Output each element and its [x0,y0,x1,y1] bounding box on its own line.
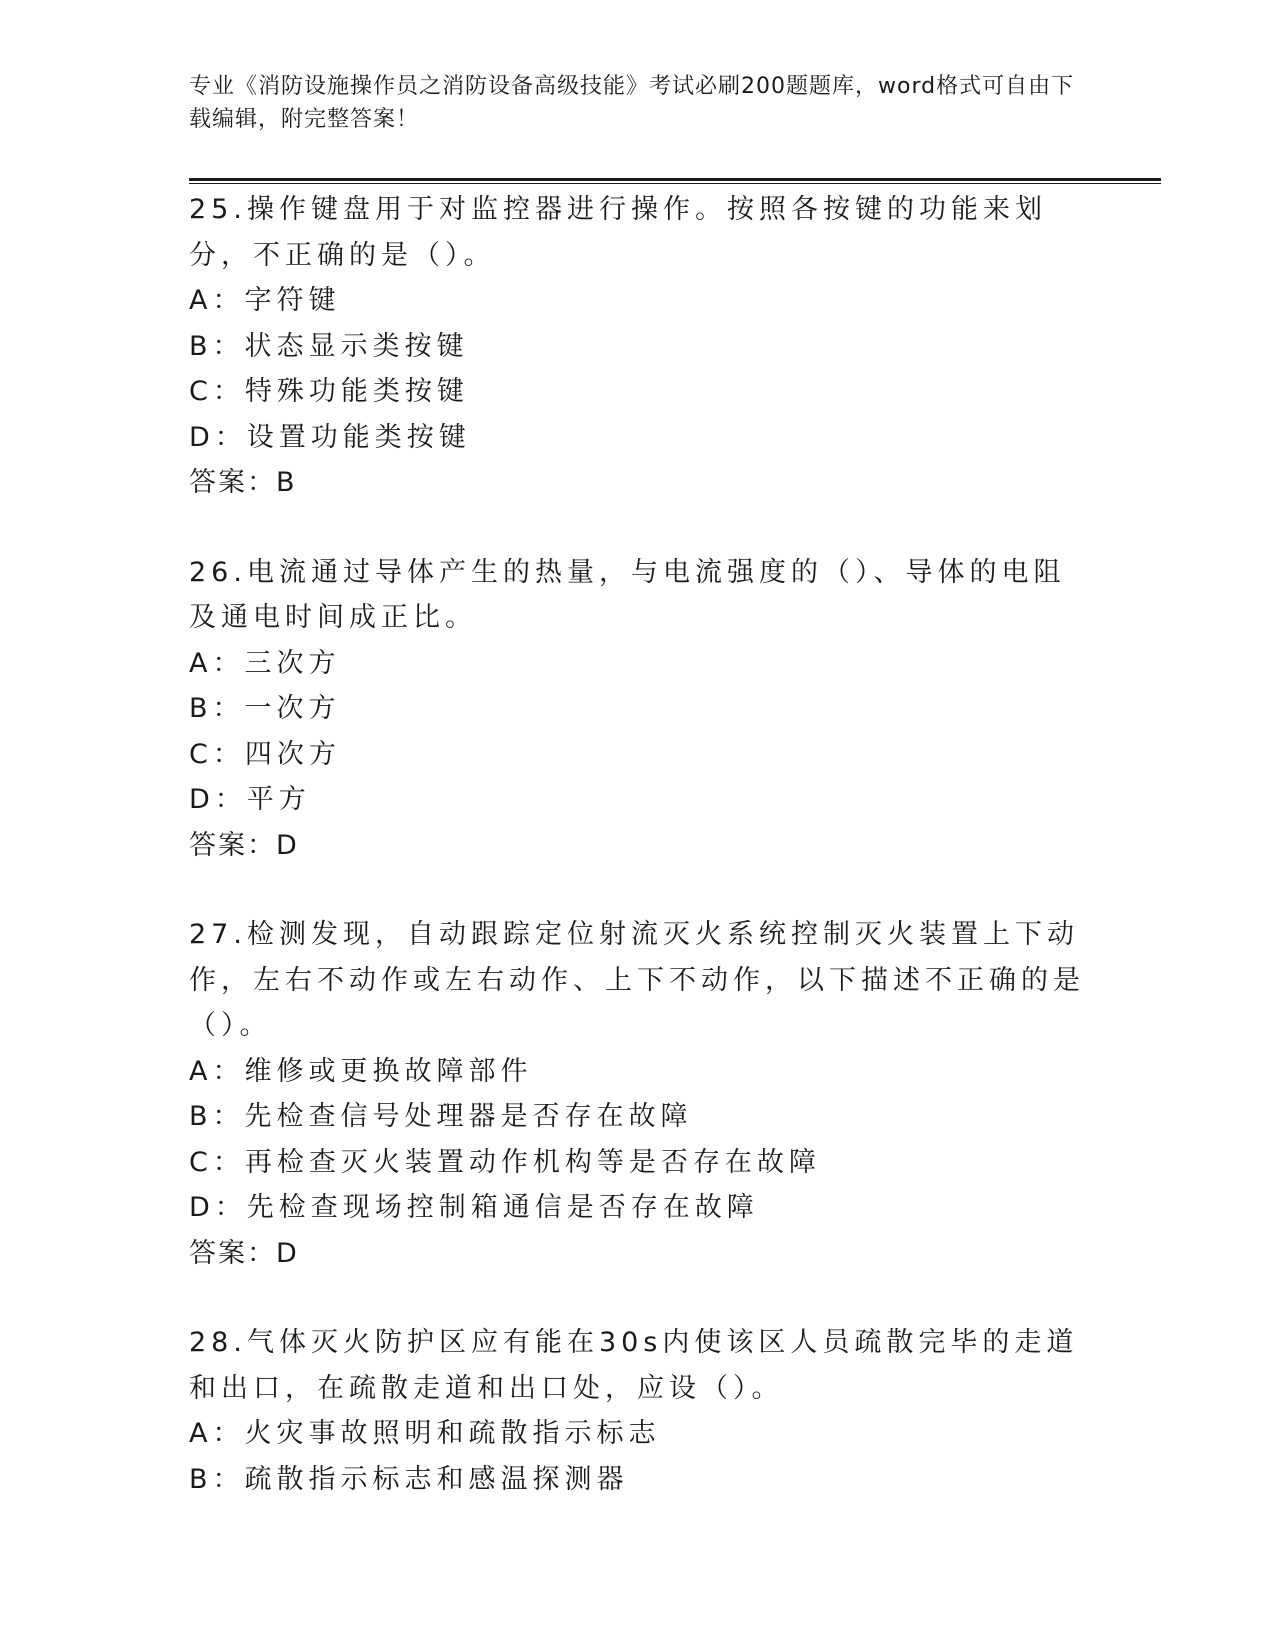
option-b: B：一次方 [189,693,341,724]
question-stem: 28.气体灭火防护区应有能在30s内使该区人员疏散完毕的走道和出口，在疏散走道和出口处，应设（）。 [189,1327,1079,1404]
document-header: 专业《消防设施操作员之消防设备高级技能》考试必刷200题题库，word格式可自由下载编辑，附完整答案！ [189,74,1075,132]
option-b: B：状态显示类按键 [189,330,469,362]
answer: 答案：D [189,829,299,861]
option-b: B：疏散指示标志和感温探测器 [189,1463,629,1495]
question-stem: 25.操作键盘用于对监控器进行操作。按照各按键的功能来划分，不正确的是（）。 [189,194,1047,271]
option-a: A：火灾事故照明和疏散指示标志 [189,1418,661,1449]
question-28 [189,1320,1089,1502]
option-c: C：特殊功能类按键 [189,376,469,407]
option-c: C：再检查灭火装置动作机构等是否存在故障 [189,1146,821,1178]
question-27 [189,912,1089,1276]
option-d: D：先检查现场控制箱通信是否存在故障 [189,1192,759,1223]
option-d: D：设置功能类按键 [189,421,471,453]
header-divider-thick [189,178,1161,181]
question-25 [189,187,1089,506]
option-d: D：平方 [189,784,311,815]
option-a: A：维修或更换故障部件 [189,1055,533,1087]
option-c: C：四次方 [189,738,341,770]
question-stem: 27.检测发现，自动跟踪定位射流灭火系统控制灭火装置上下动作，左右不动作或左右动作、上下不动作，以下描述不正确的是（）。 [189,919,1085,1041]
question-list [189,187,1089,1502]
question-26 [189,550,1089,869]
option-b: B：先检查信号处理器是否存在故障 [189,1101,693,1132]
answer: 答案：B [189,467,297,498]
header-divider-thin [189,183,1161,184]
answer: 答案：D [189,1237,299,1269]
option-a: A：字符键 [189,285,341,316]
question-stem: 26.电流通过导体产生的热量，与电流强度的（）、导体的电阻及通电时间成正比。 [189,556,1066,633]
option-a: A：三次方 [189,647,341,679]
